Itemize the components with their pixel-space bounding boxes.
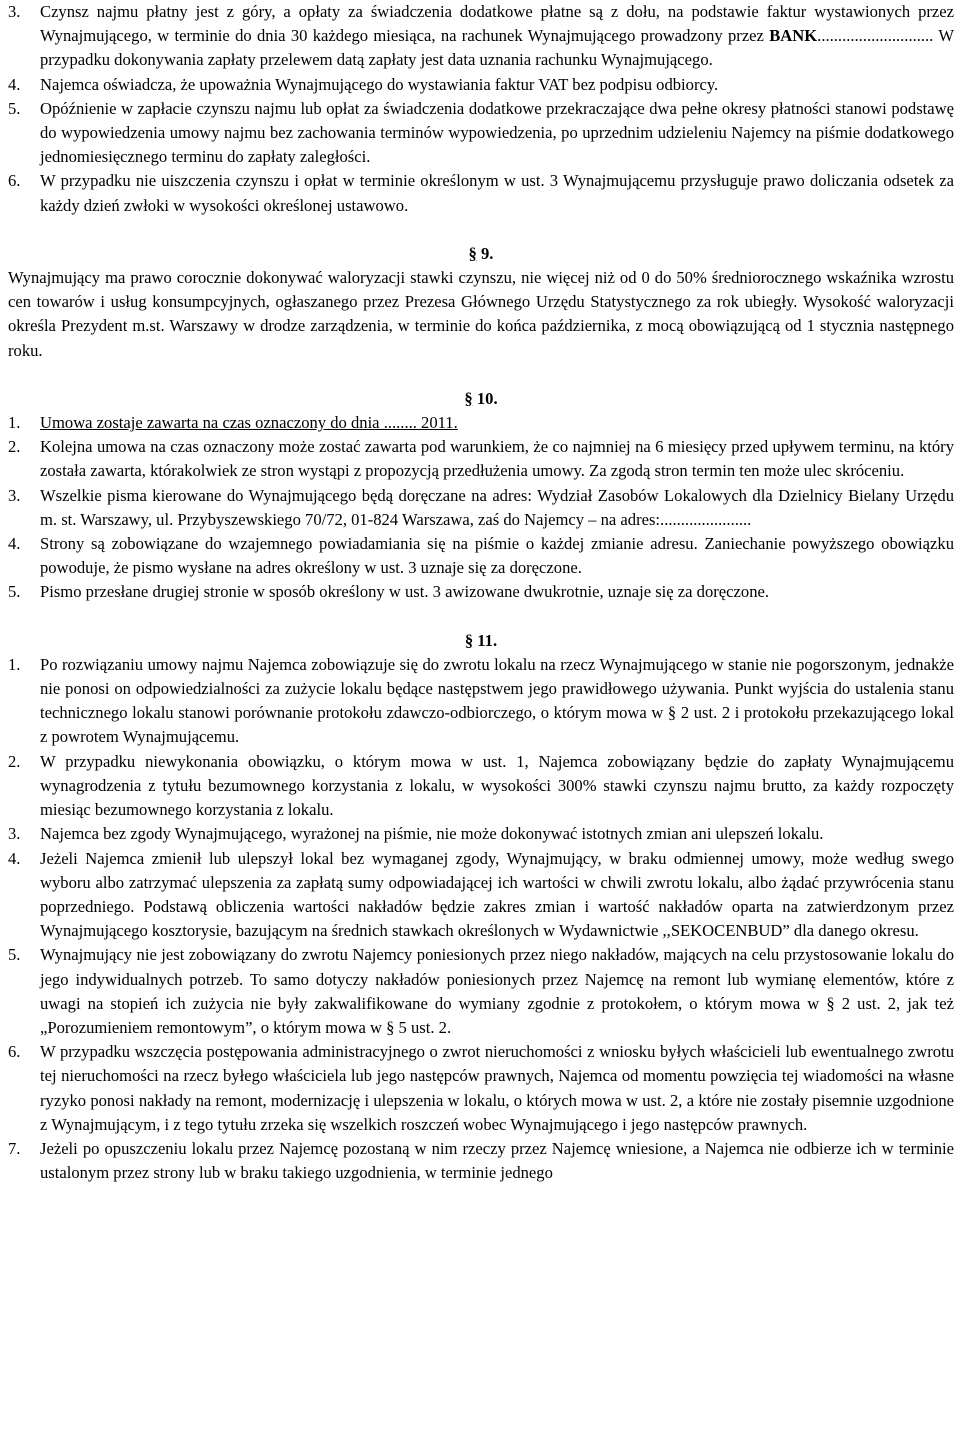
- item-number: 4.: [8, 534, 21, 554]
- bank-placeholder: BANK: [769, 26, 818, 46]
- section-9-text: Wynajmujący ma prawo corocznie dokonywać waloryzacji stawki czynszu, nie więcej niż od 0 do 50% średniorocznego wskaźnika wzrostu cen towarów i usług konsumpcyjnych, ogłaszanego przez Prezesa Głównego Urzędu Statystycznego za rok ubiegły. Wysokość waloryzacji określa Prezydent m.st. Warszawy w drodze zarządzenia, w terminie do końca października, z mocą obowiązującą od 1 stycznia następnego roku.: [8, 268, 954, 360]
- list-item: [8, 1040, 954, 1137]
- list-item: [8, 750, 954, 823]
- item-text: Po rozwiązaniu umowy najmu Najemca zobowiązuje się do zwrotu lokalu na rzecz Wynajmującego w stanie nie pogorszonym, jednakże nie ponosi on odpowiedzialności za zużycie lokalu będące następstwem jego prawidłowego używania. Punkt wyjścia do ustalenia stanu technicznego lokalu stanowi porównanie protokołu zdawczo-odbiorczego, o którym mowa w § 2 ust. 2 i protokołu przekazującego lokal z powrotem Wynajmującemu.: [40, 654, 954, 747]
- section-9-heading: § 9.: [468, 243, 494, 263]
- item-text: Jeżeli po opuszczeniu lokalu przez Najemcę pozostaną w nim rzeczy przez Najemcę wniesione, a Najemca nie odbierze ich w terminie ustalonym przez strony lub w braku takiego uzgodnienia, w terminie jednego: [40, 1138, 954, 1183]
- list-item: [8, 580, 954, 604]
- list-item: [8, 1137, 954, 1185]
- list-item: [8, 435, 954, 483]
- item-number: 1.: [8, 654, 21, 674]
- item-text: Kolejna umowa na czas oznaczony może zostać zawarta pod warunkiem, że co najmniej na 6 miesięcy przed upływem terminu, na który została zawarta, którakolwiek ze stron wystąpi z propozycją przedłużenia umowy. Za zgodą stron termin ten może ulec skróceniu.: [40, 437, 954, 481]
- item-text: W przypadku wszczęcia postępowania administracyjnego o zwrot nieruchomości z wniosku byłych właścicieli lub ewentualnego zwrotu tej nieruchomości na rzecz byłego właściciela lub jego następców prawnych, Najemca od momentu powzięcia tej wiadomości na własne ryzyko ponosi nakłady na remont, modernizację i ulepszenia w lokalu, o których mowa w ust. 2, a które nie zostały pisemnie uzgodnione z Wynajmującym, i z tego tytułu zrzeka się wszelkich roszczeń wobec Wynajmującego i jego następców prawnych.: [40, 1042, 954, 1134]
- list-item: [8, 73, 954, 97]
- item-text: Jeżeli Najemca zmienił lub ulepszył lokal bez wymaganej zgody, Wynajmujący, w braku odmiennej umowy, może według swego wyboru albo zatrzymać ulepszenia za zapłatą sumy odpowiadającej ich wartości w chwili zwrotu lokalu, albo żądać przywrócenia stanu poprzedniego. Podstawą obliczenia wartości nakładów będzie zakres zmian i wartość nakładów oparta na zatwierdzonym przez Wynajmującego kosztorysie, bazującym na średnich stawkach określonych w Wydawnictwie ,,SEKOCENBUD” dla danego okresu.: [40, 848, 954, 941]
- list-item: [8, 847, 954, 944]
- list-item: [8, 822, 954, 846]
- item-number: 4.: [8, 848, 21, 868]
- list-item: [8, 411, 954, 435]
- top-list: [8, 0, 954, 218]
- section-11-heading: § 11.: [464, 630, 498, 650]
- item-text: Czynsz najmu płatny jest z góry, a opłaty za świadczenia dodatkowe płatne są z dołu, na podstawie faktur wystawionych przez Wynajmującego, w terminie do dnia 30 każdego miesiąca, na rachunek Wynajmującego prowadzony przez BANK............................ W przypadku dokonywania zapłaty przelewem datą zapłaty jest data uznania rachunku Wynajmującego.: [40, 2, 954, 70]
- item-text: Najemca bez zgody Wynajmującego, wyrażonej na piśmie, nie może dokonywać istotnych zmian ani ulepszeń lokalu.: [40, 824, 824, 844]
- list-item: [8, 943, 954, 1040]
- item-number: 3.: [8, 824, 21, 844]
- list-item: [8, 484, 954, 532]
- section-10-heading: § 10.: [464, 388, 498, 408]
- item-text: Najemca oświadcza, że upoważnia Wynajmującego do wystawiania faktur VAT bez podpisu odbiorcy.: [40, 74, 719, 94]
- item-number: 2.: [8, 751, 21, 771]
- item-number: 5.: [8, 98, 21, 118]
- item-text: Wynajmujący nie jest zobowiązany do zwrotu Najemcy poniesionych przez niego nakładów, mających na celu przystosowanie lokalu do jego indywidualnych potrzeb. To samo dotyczy nakładów poniesionych przez Najemcę na remont lub wymianę elementów, które z uwagi na stopień ich zużycia nie były zakwalifikowane do wymiany zgodnie z protokołem, o którym mowa w § 2 ust. 2, jak też „Porozumieniem remontowym”, o którym mowa w § 5 ust. 2.: [40, 945, 954, 1037]
- item-number: 6.: [8, 1042, 21, 1062]
- item-text: Strony są zobowiązane do wzajemnego powiadamiania się na piśmie o każdej zmianie adresu. Zaniechanie powyższego obowiązku powoduje, że pismo wysłane na adres określony w ust. 3 uznaje się za doręczone.: [40, 534, 954, 578]
- section-11-list: [8, 653, 954, 1185]
- item-text: Umowa zostaje zawarta na czas oznaczony do dnia ........ 2011.: [40, 413, 458, 433]
- list-item: [8, 532, 954, 580]
- item-number: 1.: [8, 413, 21, 433]
- item-text: W przypadku nie uiszczenia czynszu i opłat w terminie określonym w ust. 3 Wynajmującemu przysługuje prawo doliczania odsetek za każdy dzień zwłoki w wysokości określonej ustawowo.: [40, 171, 954, 215]
- section-10-list: [8, 411, 954, 605]
- list-item: [8, 0, 954, 73]
- item-number: 3.: [8, 485, 21, 505]
- item-text: Opóźnienie w zapłacie czynszu najmu lub opłat za świadczenia dodatkowe przekraczające dwa pełne okresy płatności stanowi podstawę do wypowiedzenia umowy najmu bez zachowania terminów wypowiedzenia, po uprzednim udzieleniu Najemcy na piśmie dodatkowego jednomiesięcznego terminu do zapłaty zaległości.: [40, 98, 954, 167]
- item-number: 5.: [8, 945, 21, 965]
- item-text: Pismo przesłane drugiej stronie w sposób określony w ust. 3 awizowane dwukrotnie, uznaje się za doręczone.: [40, 582, 770, 602]
- list-item: [8, 97, 954, 170]
- item-text: Wszelkie pisma kierowane do Wynajmującego będą doręczane na adres: Wydział Zasobów Lokalowych dla Dzielnicy Bielany Urzędu m. st. Warszawy, ul. Przybyszewskiego 70/72, 01-824 Warszawa, zaś do Najemcy – na adres:......................: [40, 485, 954, 529]
- item-number: 7.: [8, 1138, 21, 1158]
- item-text: W przypadku niewykonania obowiązku, o którym mowa w ust. 1, Najemca zobowiązany będzie do zapłaty Wynajmującemu wynagrodzenia z tytułu bezumownego korzystania z lokalu, w wysokości 300% stawki czynszu najmu brutto, za każdy rozpoczęty miesiąc bezumownego korzystania z lokalu.: [40, 751, 954, 820]
- item-number: 2.: [8, 437, 21, 457]
- list-item: [8, 169, 954, 217]
- item-number: 5.: [8, 582, 21, 602]
- item-number: 6.: [8, 171, 21, 191]
- item-number: 3.: [8, 2, 21, 21]
- list-item: [8, 653, 954, 750]
- item-number: 4.: [8, 74, 21, 94]
